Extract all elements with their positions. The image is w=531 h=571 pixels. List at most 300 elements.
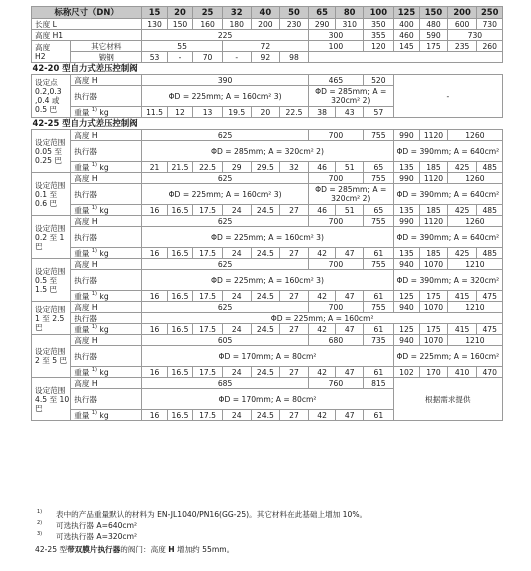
section-42-20 xyxy=(32,63,503,75)
length-cell: 730 xyxy=(477,19,503,30)
weight-cell: 24 xyxy=(222,367,251,378)
weight-cell: 16 xyxy=(142,248,167,259)
weight-cell: 24 xyxy=(222,324,251,335)
weight-unit: kg xyxy=(99,205,109,215)
block-height-row xyxy=(32,259,503,270)
length-cell: 230 xyxy=(280,19,309,30)
h2-other-row xyxy=(32,41,503,52)
length-cell: 480 xyxy=(420,19,448,30)
weight-unit: kg xyxy=(99,248,109,258)
h1-cell: 590 xyxy=(420,30,448,41)
length-row xyxy=(32,19,503,30)
weight-cell: 485 xyxy=(477,205,503,216)
weight-label: 重量 $^{1)}$ kg xyxy=(71,291,142,302)
height-cell: 990 xyxy=(393,130,420,141)
weight-cell: 24 xyxy=(222,205,251,216)
height-cell: 940 xyxy=(393,302,420,313)
actuator-spec: ΦD = 170mm; A = 80cm² xyxy=(142,346,393,367)
length-cell: 150 xyxy=(167,19,192,30)
length-cell: 160 xyxy=(193,19,223,30)
weight-cell: 415 xyxy=(447,291,477,302)
weight-cell: 24 xyxy=(222,248,251,259)
length-cell: 350 xyxy=(363,19,393,30)
length-cell: 600 xyxy=(447,19,477,30)
spec-table-container xyxy=(31,6,503,421)
spec-table xyxy=(31,6,503,421)
weight-cell: 47 xyxy=(336,248,364,259)
block-weight-row xyxy=(32,205,503,216)
footnote xyxy=(31,509,501,520)
weight-cell: 27 xyxy=(280,291,309,302)
footnote-text: 表中的产品重量默认的材料为 EN-JL1040/PN16(GG-25)。其它材料在此基础上增加 10%。 xyxy=(56,510,368,519)
setpoint-range: 设定范围 1 至 2.5 巴 xyxy=(32,302,71,335)
weight-cell: 475 xyxy=(477,324,503,335)
note-part: 增加约 55mm。 xyxy=(174,545,235,554)
h2-label-text: 高度 xyxy=(35,42,51,52)
height-label: 高度 H xyxy=(71,173,142,184)
weight-cell: 24.5 xyxy=(251,367,280,378)
weight-cell: 42 xyxy=(308,248,336,259)
other-material-label: 其它材料 xyxy=(71,41,142,52)
weight-cell: 51 xyxy=(336,205,364,216)
weight-cell: 485 xyxy=(477,248,503,259)
height-cell: 700 xyxy=(308,173,363,184)
height-cell: 625 xyxy=(142,216,309,227)
dn-cell: 15 xyxy=(142,7,167,19)
h2-label-sub: H2 xyxy=(35,51,46,61)
weight-cell: 61 xyxy=(363,324,393,335)
setpoint-range: 设定范围 0.2 至 1 巴 xyxy=(32,216,71,259)
length-cell: 200 xyxy=(251,19,280,30)
actuator-spec: ΦD = 225mm; A = 160cm² 3) xyxy=(142,270,393,291)
height-cell: 1120 xyxy=(420,130,448,141)
block-actuator-row xyxy=(32,346,503,367)
dn-cell: 32 xyxy=(222,7,251,19)
weight-cell: 125 xyxy=(393,324,420,335)
h1-label: 高度 H1 xyxy=(32,30,142,41)
height-cell: 700 xyxy=(308,216,363,227)
height-cell: 685 xyxy=(142,378,309,389)
weight-cell: 47 xyxy=(336,291,364,302)
weight-cell: 24.5 xyxy=(251,291,280,302)
footnote xyxy=(31,531,501,542)
height-cell: 520 xyxy=(363,75,393,86)
weight-cell: 16 xyxy=(142,410,167,421)
s20-na: - xyxy=(393,75,502,118)
weight-label: 重量 $^{1)}$ kg xyxy=(71,107,142,118)
height-cell: 625 xyxy=(142,130,309,141)
height-cell: 465 xyxy=(308,75,363,86)
h2-cell: 55 xyxy=(142,41,223,52)
h2-cell: 145 xyxy=(393,41,420,52)
height-cell: 605 xyxy=(142,335,309,346)
weight-cell: 46 xyxy=(308,162,336,173)
weight-cell: 19.5 xyxy=(222,107,251,118)
h2-forged-cell: 92 xyxy=(251,52,280,63)
weight-label: 重量 $^{1)}$ kg xyxy=(71,205,142,216)
weight-cell: 29.5 xyxy=(251,162,280,173)
actuator-spec: ΦD = 285mm; A = 320cm² 2) xyxy=(142,141,393,162)
weight-label-text: 重量 xyxy=(74,291,90,301)
weight-cell: 42 xyxy=(308,410,336,421)
weight-unit: kg xyxy=(99,107,109,117)
weight-cell: 61 xyxy=(363,291,393,302)
weight-cell: 61 xyxy=(363,410,393,421)
weight-cell: 16.5 xyxy=(167,410,192,421)
height-cell: 625 xyxy=(142,173,309,184)
height-cell: 700 xyxy=(308,302,363,313)
h2-forged-row xyxy=(32,52,503,63)
height-cell: 1070 xyxy=(420,302,448,313)
footnote-text: 可选执行器 A=640cm² xyxy=(56,521,138,530)
weight-cell: 61 xyxy=(363,367,393,378)
weight-cell: 175 xyxy=(420,291,448,302)
weight-cell: 43 xyxy=(336,107,364,118)
weight-label-text: 重量 xyxy=(74,324,90,334)
h2-cell: 72 xyxy=(222,41,308,52)
weight-cell: 47 xyxy=(336,367,364,378)
height-cell: 680 xyxy=(308,335,363,346)
h2-forged-cell: 70 xyxy=(193,52,223,63)
weight-cell: 47 xyxy=(336,324,364,335)
setpoint-range: 设定范围 0.05 至 0.25 巴 xyxy=(32,130,71,173)
dn-cell: 50 xyxy=(280,7,309,19)
weight-cell: 16.5 xyxy=(167,205,192,216)
weight-cell: 61 xyxy=(363,248,393,259)
block-height-row xyxy=(32,378,503,389)
weight-cell: 21 xyxy=(142,162,167,173)
weight-cell: 135 xyxy=(393,205,420,216)
height-cell: 1210 xyxy=(447,335,502,346)
height-cell: 815 xyxy=(363,378,393,389)
dn-cell: 80 xyxy=(336,7,364,19)
actuator-spec: ΦD = 390mm; A = 640cm² xyxy=(393,184,502,205)
height-cell: 990 xyxy=(393,216,420,227)
weight-cell: 32 xyxy=(280,162,309,173)
height-cell: 755 xyxy=(363,173,393,184)
h1-cell: 460 xyxy=(393,30,420,41)
weight-cell: 16 xyxy=(142,324,167,335)
height-label: 高度 H xyxy=(71,378,142,389)
actuator-label: 执行器 xyxy=(71,86,142,107)
dn-cell: 125 xyxy=(393,7,420,19)
weight-cell: 135 xyxy=(393,162,420,173)
height-label: 高度 H xyxy=(71,216,142,227)
dn-cell: 100 xyxy=(363,7,393,19)
footnote-text: 可选执行器 A=320cm² xyxy=(56,532,138,541)
h2-forged-cell: 98 xyxy=(280,52,309,63)
actuator-label: 执行器 xyxy=(71,184,142,205)
weight-cell: 21.5 xyxy=(167,162,192,173)
weight-cell: 27 xyxy=(280,248,309,259)
footnotes xyxy=(31,509,501,555)
actuator-spec: ΦD = 225mm; A = 160cm² 3) xyxy=(142,184,309,205)
h1-cell: 355 xyxy=(363,30,393,41)
length-cell: 290 xyxy=(308,19,336,30)
dn-cell: 40 xyxy=(251,7,280,19)
note-part: 42-25 型 xyxy=(35,545,68,554)
weight-cell: 170 xyxy=(420,367,448,378)
weight-cell: 65 xyxy=(363,162,393,173)
height-cell: 390 xyxy=(142,75,309,86)
h1-cell: 300 xyxy=(308,30,363,41)
h2-forged-cell: - xyxy=(167,52,192,63)
weight-label-text: 重量 xyxy=(74,162,90,172)
weight-cell: 22.5 xyxy=(280,107,309,118)
height-cell: 1070 xyxy=(420,259,448,270)
weight-cell: 24.5 xyxy=(251,248,280,259)
dn-cell: 20 xyxy=(167,7,192,19)
height-cell: 1260 xyxy=(447,173,502,184)
weight-cell: 47 xyxy=(336,410,364,421)
length-cell: 180 xyxy=(222,19,251,30)
block-height-row xyxy=(32,130,503,141)
weight-cell: 185 xyxy=(420,205,448,216)
weight-unit: kg xyxy=(99,291,109,301)
weight-cell: 42 xyxy=(308,367,336,378)
weight-cell: 46 xyxy=(308,205,336,216)
weight-cell: 65 xyxy=(363,205,393,216)
block-weight-row xyxy=(32,367,503,378)
section-42-25 xyxy=(32,118,503,130)
height-cell: 700 xyxy=(308,259,363,270)
height-label: 高度 H xyxy=(71,335,142,346)
height-label: 高度 H xyxy=(71,302,142,313)
section-title: 42-25 型自力式差压控制阀 xyxy=(32,118,503,130)
weight-cell: 29 xyxy=(222,162,251,173)
h2-forged-cell: - xyxy=(222,52,251,63)
actuator-label: 执行器 xyxy=(71,227,142,248)
actuator-label: 执行器 xyxy=(71,141,142,162)
h2-forged-cell: 53 xyxy=(142,52,167,63)
setpoint-range: 设定范围 2 至 5 巴 xyxy=(32,335,71,378)
length-cell: 130 xyxy=(142,19,167,30)
h1-cell: 225 xyxy=(142,30,309,41)
forged-steel-label: 锻钢 xyxy=(71,52,142,63)
setpoint-range: 设定点 0.2,0.3 ,0.4 或 0.5 巴 xyxy=(32,75,71,118)
height-cell: 940 xyxy=(393,335,420,346)
weight-unit: kg xyxy=(99,162,109,172)
weight-cell: 16.5 xyxy=(167,291,192,302)
weight-cell: 16 xyxy=(142,291,167,302)
dn-cell: 25 xyxy=(193,7,223,19)
weight-cell: 13 xyxy=(193,107,223,118)
weight-cell: 24 xyxy=(222,291,251,302)
weight-label: 重量 $^{1)}$ kg xyxy=(71,367,142,378)
weight-label: 重量 $^{1)}$ kg xyxy=(71,410,142,421)
height-cell: 755 xyxy=(363,259,393,270)
weight-cell: 17.5 xyxy=(193,248,223,259)
weight-cell: 425 xyxy=(447,205,477,216)
actuator-spec: ΦD = 225mm; A = 160cm² xyxy=(393,346,502,367)
weight-cell: 11.5 xyxy=(142,107,167,118)
actuator-spec: ΦD = 390mm; A = 640cm² xyxy=(393,227,502,248)
height-cell: 1210 xyxy=(447,259,502,270)
weight-cell: 415 xyxy=(447,324,477,335)
actuator-spec: ΦD = 225mm; A = 160cm² 3) xyxy=(142,86,309,107)
weight-cell: 42 xyxy=(308,324,336,335)
height-label: 高度 H xyxy=(71,259,142,270)
block-actuator-row xyxy=(32,227,503,248)
weight-cell: 470 xyxy=(477,367,503,378)
h1-row xyxy=(32,30,503,41)
note-bold: H xyxy=(168,545,175,554)
weight-label: 重量 $^{1)}$ kg xyxy=(71,162,142,173)
weight-cell: 51 xyxy=(336,162,364,173)
actuator-spec: ΦD = 285mm; A = 320cm² 2) xyxy=(308,184,393,205)
block-actuator-row xyxy=(32,184,503,205)
weight-label-text: 重量 xyxy=(74,410,90,420)
weight-cell: 185 xyxy=(420,248,448,259)
weight-unit: kg xyxy=(99,410,109,420)
weight-cell: 475 xyxy=(477,291,503,302)
dn-cell: 250 xyxy=(477,7,503,19)
weight-label-text: 重量 xyxy=(74,248,90,258)
h2-cell: 100 xyxy=(308,41,363,52)
weight-cell: 38 xyxy=(308,107,336,118)
double-diaphragm-note xyxy=(31,544,501,555)
weight-label: 重量 $^{1)}$ kg xyxy=(71,324,142,335)
block-weight-row xyxy=(32,324,503,335)
weight-cell: 485 xyxy=(477,162,503,173)
length-cell: 310 xyxy=(336,19,364,30)
block-actuator-row xyxy=(32,313,503,324)
height-cell: 625 xyxy=(142,302,309,313)
block-weight-row xyxy=(32,291,503,302)
dn-cell: 200 xyxy=(447,7,477,19)
weight-cell: 27 xyxy=(280,367,309,378)
weight-cell: 42 xyxy=(308,291,336,302)
weight-unit: kg xyxy=(99,367,109,377)
dn-label: 标称尺寸（DN） xyxy=(32,7,142,19)
weight-cell: 410 xyxy=(447,367,477,378)
block-weight-row xyxy=(32,162,503,173)
actuator-label: 执行器 xyxy=(71,270,142,291)
h2-cell: 260 xyxy=(477,41,503,52)
h2-forged-empty xyxy=(308,52,502,63)
weight-cell: 24.5 xyxy=(251,410,280,421)
weight-label-text: 重量 xyxy=(74,107,90,117)
header-row xyxy=(32,7,503,19)
weight-cell: 425 xyxy=(447,248,477,259)
footnote xyxy=(31,520,501,531)
weight-cell: 16 xyxy=(142,205,167,216)
height-cell: 700 xyxy=(308,130,363,141)
weight-cell: 16.5 xyxy=(167,248,192,259)
weight-cell: 24 xyxy=(222,410,251,421)
h2-cell: 175 xyxy=(420,41,448,52)
actuator-label: 执行器 xyxy=(71,313,142,324)
footnote-mark: 2) xyxy=(37,520,43,526)
actuator-spec: ΦD = 390mm; A = 640cm² xyxy=(393,141,502,162)
height-cell: 990 xyxy=(393,173,420,184)
actuator-spec: ΦD = 225mm; A = 160cm² 3) xyxy=(142,227,393,248)
weight-cell: 135 xyxy=(393,248,420,259)
weight-cell: 57 xyxy=(363,107,393,118)
block-height-row xyxy=(32,216,503,227)
footnote-mark: 1) xyxy=(37,509,43,515)
height-cell: 755 xyxy=(363,130,393,141)
weight-cell: 20 xyxy=(251,107,280,118)
weight-cell: 22.5 xyxy=(193,162,223,173)
h1-cell: 730 xyxy=(447,30,502,41)
weight-cell: 16.5 xyxy=(167,324,192,335)
block-actuator-row xyxy=(32,141,503,162)
setpoint-range: 设定范围 0.5 至 1.5 巴 xyxy=(32,259,71,302)
weight-cell: 425 xyxy=(447,162,477,173)
weight-cell: 24.5 xyxy=(251,205,280,216)
actuator-spec: ΦD = 225mm; A = 160cm² xyxy=(142,313,503,324)
height-cell: 940 xyxy=(393,259,420,270)
weight-cell: 27 xyxy=(280,205,309,216)
actuator-spec: ΦD = 285mm; A = 320cm² 2) xyxy=(308,86,393,107)
actuator-spec: ΦD = 390mm; A = 320cm² xyxy=(393,270,502,291)
weight-cell: 24.5 xyxy=(251,324,280,335)
height-cell: 1120 xyxy=(420,216,448,227)
weight-cell: 125 xyxy=(393,291,420,302)
height-cell: 1120 xyxy=(420,173,448,184)
height-cell: 755 xyxy=(363,302,393,313)
on-request: 根据需求提供 xyxy=(393,378,502,421)
actuator-label: 执行器 xyxy=(71,389,142,410)
weight-cell: 27 xyxy=(280,324,309,335)
weight-cell: 175 xyxy=(420,324,448,335)
block-height-row xyxy=(32,335,503,346)
h2-cell: 120 xyxy=(363,41,393,52)
weight-cell: 27 xyxy=(280,410,309,421)
setpoint-range: 设定范围 4.5 至 10 巴 xyxy=(32,378,71,421)
height-cell: 1260 xyxy=(447,216,502,227)
height-cell: 1210 xyxy=(447,302,502,313)
note-bold: 带双膜片执行器 xyxy=(67,545,121,554)
height-cell: 735 xyxy=(363,335,393,346)
height-label: 高度 H xyxy=(71,130,142,141)
weight-label: 重量 $^{1)}$ kg xyxy=(71,248,142,259)
weight-cell: 185 xyxy=(420,162,448,173)
length-label: 长度 L xyxy=(32,19,142,30)
weight-cell: 12 xyxy=(167,107,192,118)
actuator-spec: ΦD = 170mm; A = 80cm² xyxy=(142,389,393,410)
weight-label-text: 重量 xyxy=(74,205,90,215)
weight-cell: 17.5 xyxy=(193,367,223,378)
height-cell: 1070 xyxy=(420,335,448,346)
note-part: 的阀门：高度 xyxy=(120,545,169,554)
actuator-label: 执行器 xyxy=(71,346,142,367)
block-actuator-row xyxy=(32,270,503,291)
weight-cell: 17.5 xyxy=(193,410,223,421)
section-title: 42-20 型自力式差压控制阀 xyxy=(32,63,503,75)
weight-cell: 17.5 xyxy=(193,324,223,335)
weight-cell: 17.5 xyxy=(193,205,223,216)
height-cell: 625 xyxy=(142,259,309,270)
h2-cell: 235 xyxy=(447,41,477,52)
dn-cell: 150 xyxy=(420,7,448,19)
length-cell: 400 xyxy=(393,19,420,30)
h2-label xyxy=(32,41,71,63)
block-height-row xyxy=(32,302,503,313)
weight-cell: 102 xyxy=(393,367,420,378)
block-height-row xyxy=(32,173,503,184)
weight-unit: kg xyxy=(99,324,109,334)
block-weight-row xyxy=(32,248,503,259)
weight-cell: 16 xyxy=(142,367,167,378)
height-cell: 755 xyxy=(363,216,393,227)
dn-cell: 65 xyxy=(308,7,336,19)
weight-label-text: 重量 xyxy=(74,367,90,377)
height-label: 高度 H xyxy=(71,75,142,86)
setpoint-range: 设定范围 0.1 至 0.6 巴 xyxy=(32,173,71,216)
weight-cell: 17.5 xyxy=(193,291,223,302)
